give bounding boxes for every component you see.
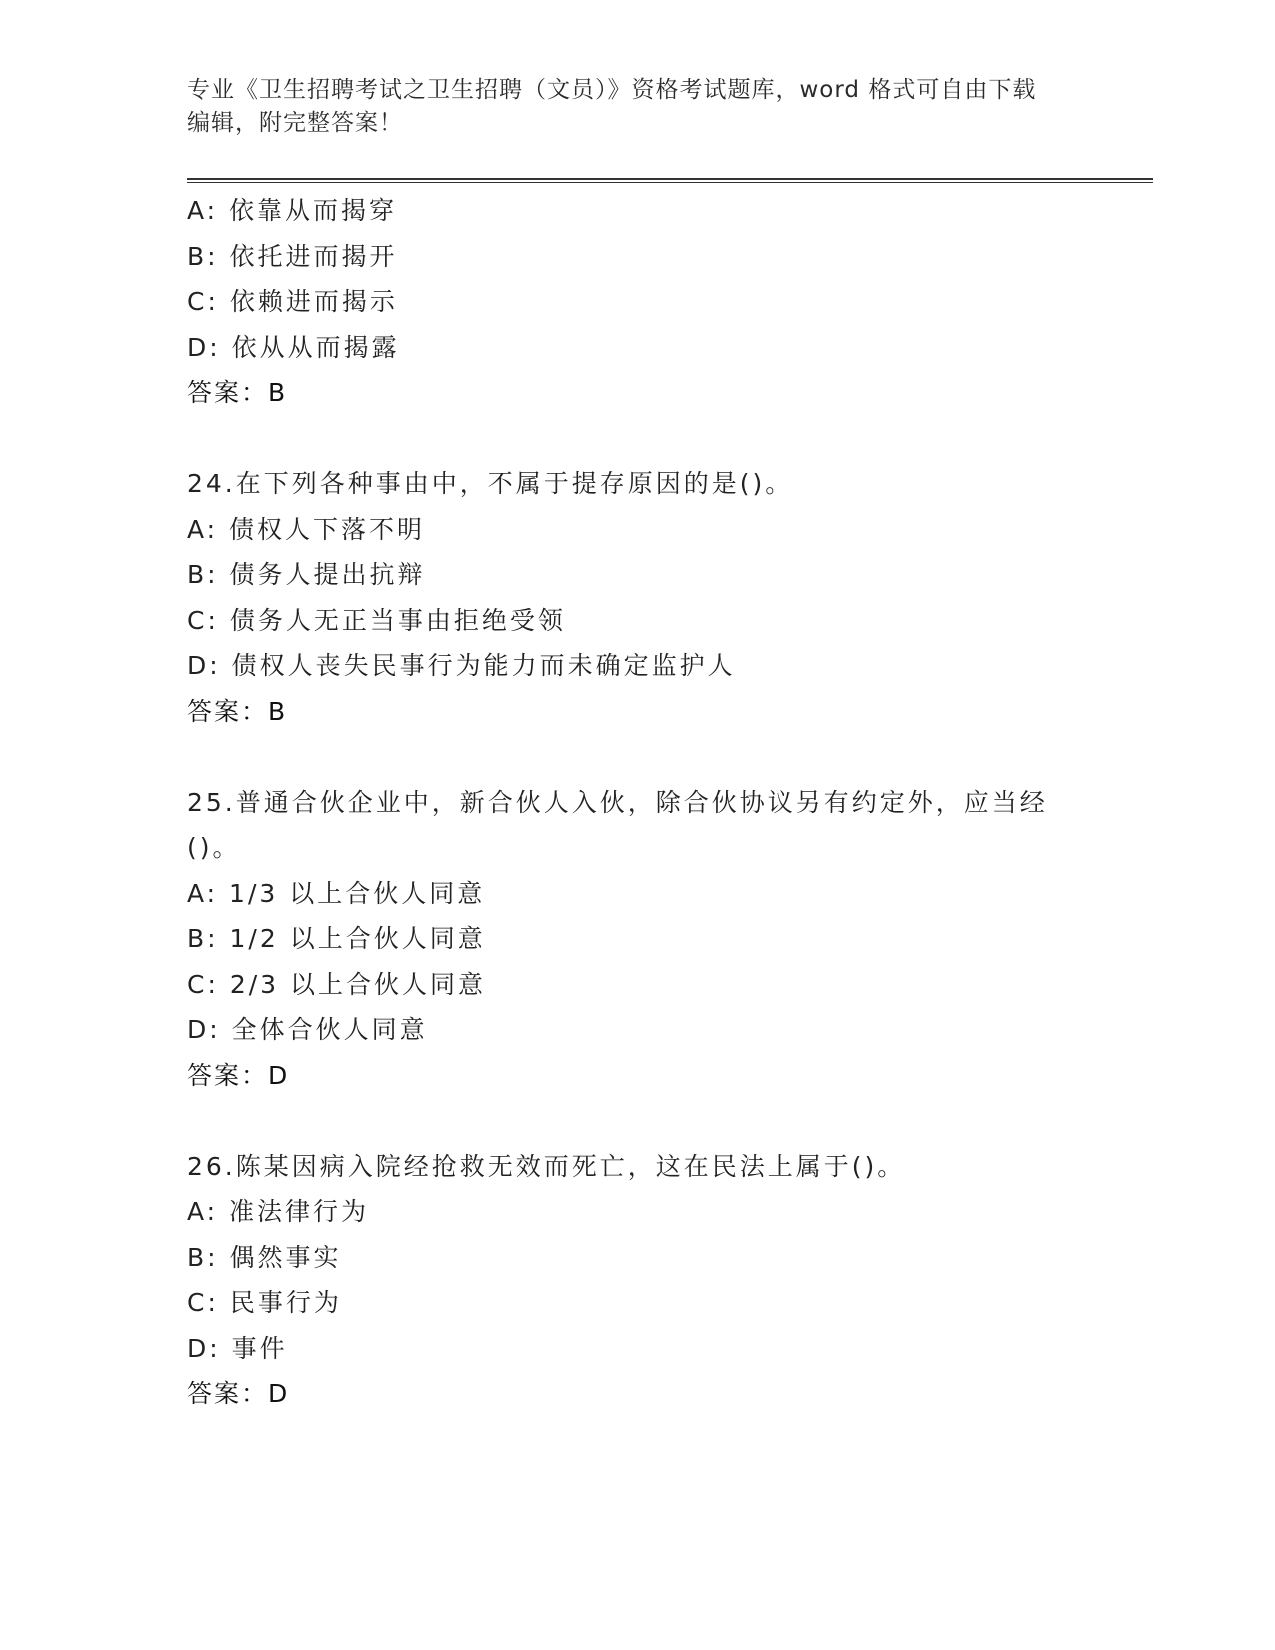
question-stem: 25.普通合伙企业中，新合伙人入伙，除合伙协议另有约定外，应当经 [187, 787, 1048, 817]
option-c: C: 债务人无正当事由拒绝受领 [187, 605, 566, 635]
answer-line: 答案：B [187, 696, 288, 726]
option-c: C: 民事行为 [187, 1288, 342, 1317]
option-c: C: 2/3 以上合伙人同意 [187, 969, 487, 999]
option-b: B: 债务人提出抗辩 [187, 560, 426, 589]
option-a: A: 准法律行为 [187, 1197, 370, 1226]
option-b: B: 偶然事实 [187, 1242, 342, 1272]
spacer [187, 416, 1087, 462]
question-list [187, 188, 1087, 1417]
answer-line: 答案：B [187, 378, 288, 407]
header-line-2: 编辑，附完整答案！ [187, 110, 403, 136]
question-block-26 [187, 1144, 1087, 1417]
header-line-1: 专业《卫生招聘考试之卫生招聘（文员）》资格考试题库，word 格式可自由下载 [187, 77, 1037, 103]
document-header [187, 74, 1067, 140]
answer-line: 答案：D [187, 1060, 290, 1090]
option-d: D: 依从从而揭露 [187, 332, 400, 362]
option-c: C: 依赖进而揭示 [187, 287, 398, 316]
option-d: D: 债权人丧失民事行为能力而未确定监护人 [187, 651, 736, 680]
question-stem-continued: ()。 [187, 833, 241, 862]
option-a: A: 依靠从而揭穿 [187, 196, 398, 225]
header-divider [187, 178, 1153, 183]
answer-line: 答案：D [187, 1379, 290, 1408]
option-a: A: 1/3 以上合伙人同意 [187, 878, 486, 908]
question-block-25 [187, 780, 1087, 1099]
option-b: B: 依托进而揭开 [187, 241, 398, 271]
question-block-24 [187, 461, 1087, 734]
option-d: D: 事件 [187, 1333, 288, 1363]
spacer [187, 1098, 1087, 1144]
spacer [187, 734, 1087, 780]
option-d: D: 全体合伙人同意 [187, 1015, 428, 1044]
option-a: A: 债权人下落不明 [187, 514, 426, 544]
question-stem: 24.在下列各种事由中，不属于提存原因的是()。 [187, 469, 794, 498]
question-stem: 26.陈某因病入院经抢救无效而死亡，这在民法上属于()。 [187, 1151, 906, 1181]
question-block-prev [187, 188, 1087, 416]
option-b: B: 1/2 以上合伙人同意 [187, 924, 486, 953]
